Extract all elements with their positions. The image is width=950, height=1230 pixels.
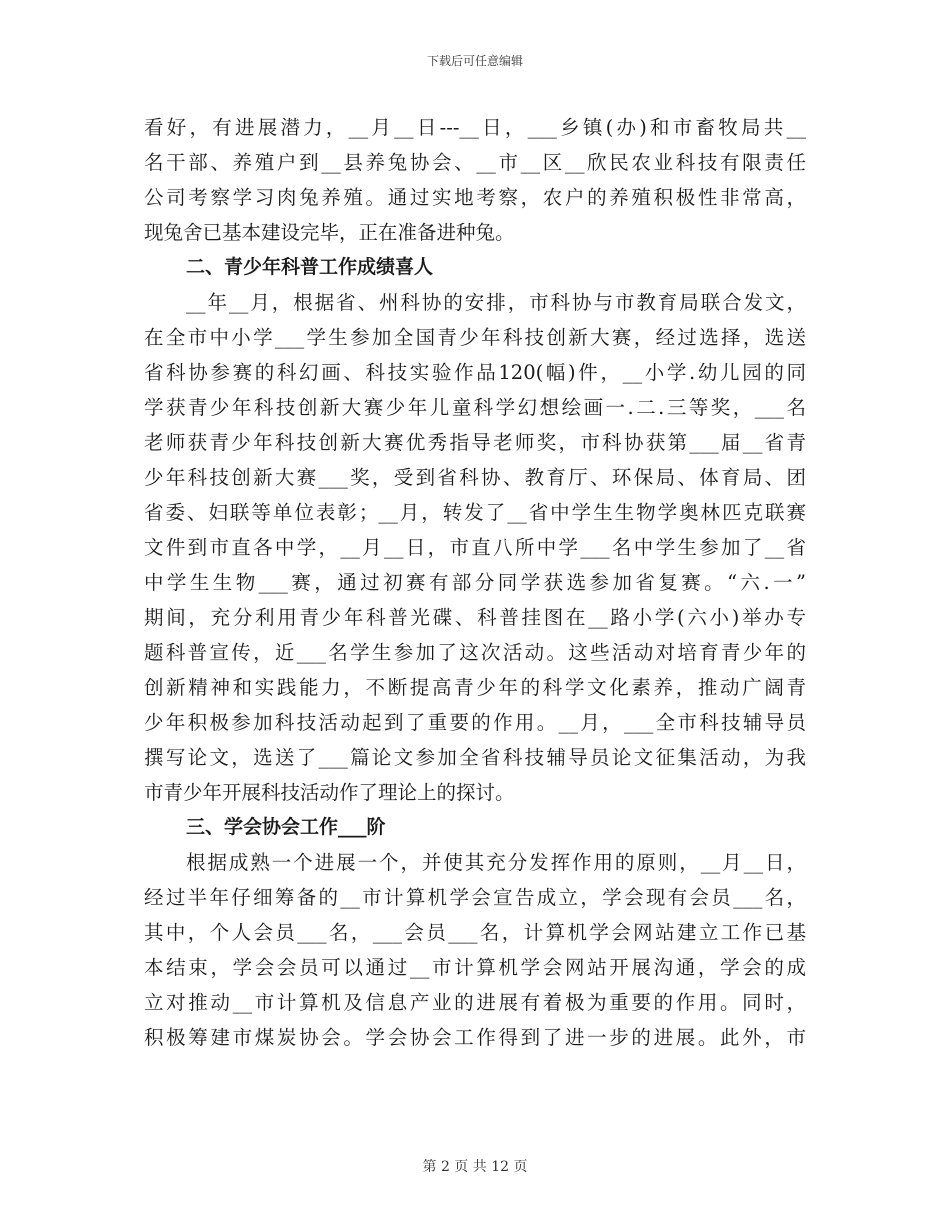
text-line: 撰写论文，选送了___篇论文参加全省科技辅导员论文征集活动，为我 xyxy=(144,746,806,769)
text-line: 名干部、养殖户到__县养兔协会、__市__区__欣民农业科技有限责任 xyxy=(144,151,806,174)
text-line: 积极筹建市煤炭协会。学会协会工作得到了进一步的进展。此外，市 xyxy=(144,1026,806,1049)
section-heading: 三、学会协会工作___阶 xyxy=(186,816,386,838)
text-line: __年__月，根据省、州科协的安排，市科协与市教育局联合发文， xyxy=(186,291,806,314)
text-line: 少年积极参加科技活动起到了重要的作用。__月，___全市科技辅导员 xyxy=(144,711,806,734)
text-line: 文件到市直各中学，__月__日，市直八所中学___名中学生参加了__省 xyxy=(144,536,806,559)
text-line: 现兔舍已基本建设完毕，正在准备进种兔。 xyxy=(144,221,515,244)
section-heading: 二、青少年科普工作成绩喜人 xyxy=(186,256,434,278)
text-line: 在全市中小学___学生参加全国青少年科技创新大赛，经过选择，选送 xyxy=(144,326,806,349)
text-line: 其中，个人会员___名，___会员___名，计算机学会网站建立工作已基 xyxy=(144,921,806,944)
text-line: 市青少年开展科技活动作了理论上的探讨。 xyxy=(144,781,515,804)
text-line: 创新精神和实践能力，不断提高青少年的科学文化素养，推动广阔青 xyxy=(144,676,806,699)
text-line: 省委、妇联等单位表彰；__月，转发了__省中学生生物学奥林匹克联赛 xyxy=(144,501,806,524)
text-line: 看好，有进展潜力，__月__日---__日，___乡镇(办)和市畜牧局共__ xyxy=(144,116,806,139)
document-body xyxy=(144,110,806,1055)
text-line: 老师获青少年科技创新大赛优秀指导老师奖，市科协获第___届__省青 xyxy=(144,431,806,454)
text-line: 省科协参赛的科幻画、科技实验作品120(幅)件，__小学.幼儿园的同 xyxy=(144,361,806,384)
text-line: 学获青少年科技创新大赛少年儿童科学幻想绘画一.二.三等奖，___名 xyxy=(144,396,806,419)
text-line: 根据成熟一个进展一个，并使其充分发挥作用的原则，__月__日， xyxy=(186,851,806,874)
text-line: 中学生生物___赛，通过初赛有部分同学获选参加省复赛。“六.一” xyxy=(144,571,806,594)
page-footer: 第 2 页 共 12 页 xyxy=(422,1159,528,1175)
text-line: 立对推动__市计算机及信息产业的进展有着极为重要的作用。同时， xyxy=(144,991,806,1014)
text-line: 期间，充分利用青少年科普光碟、科普挂图在__路小学(六小)举办专 xyxy=(144,606,806,629)
text-line: 题科普宣传，近___名学生参加了这次活动。这些活动对培育青少年的 xyxy=(144,641,806,664)
text-line: 本结束，学会会员可以通过__市计算机学会网站开展沟通，学会的成 xyxy=(144,956,806,979)
text-line: 公司考察学习肉兔养殖。通过实地考察，农户的养殖积极性非常高， xyxy=(144,186,806,209)
text-line: 少年科技创新大赛___奖，受到省科协、教育厅、环保局、体育局、团 xyxy=(144,466,806,489)
text-line: 经过半年仔细筹备的__市计算机学会宣告成立，学会现有会员___名， xyxy=(144,886,806,909)
page-header: 下载后可任意编辑 xyxy=(426,54,523,68)
